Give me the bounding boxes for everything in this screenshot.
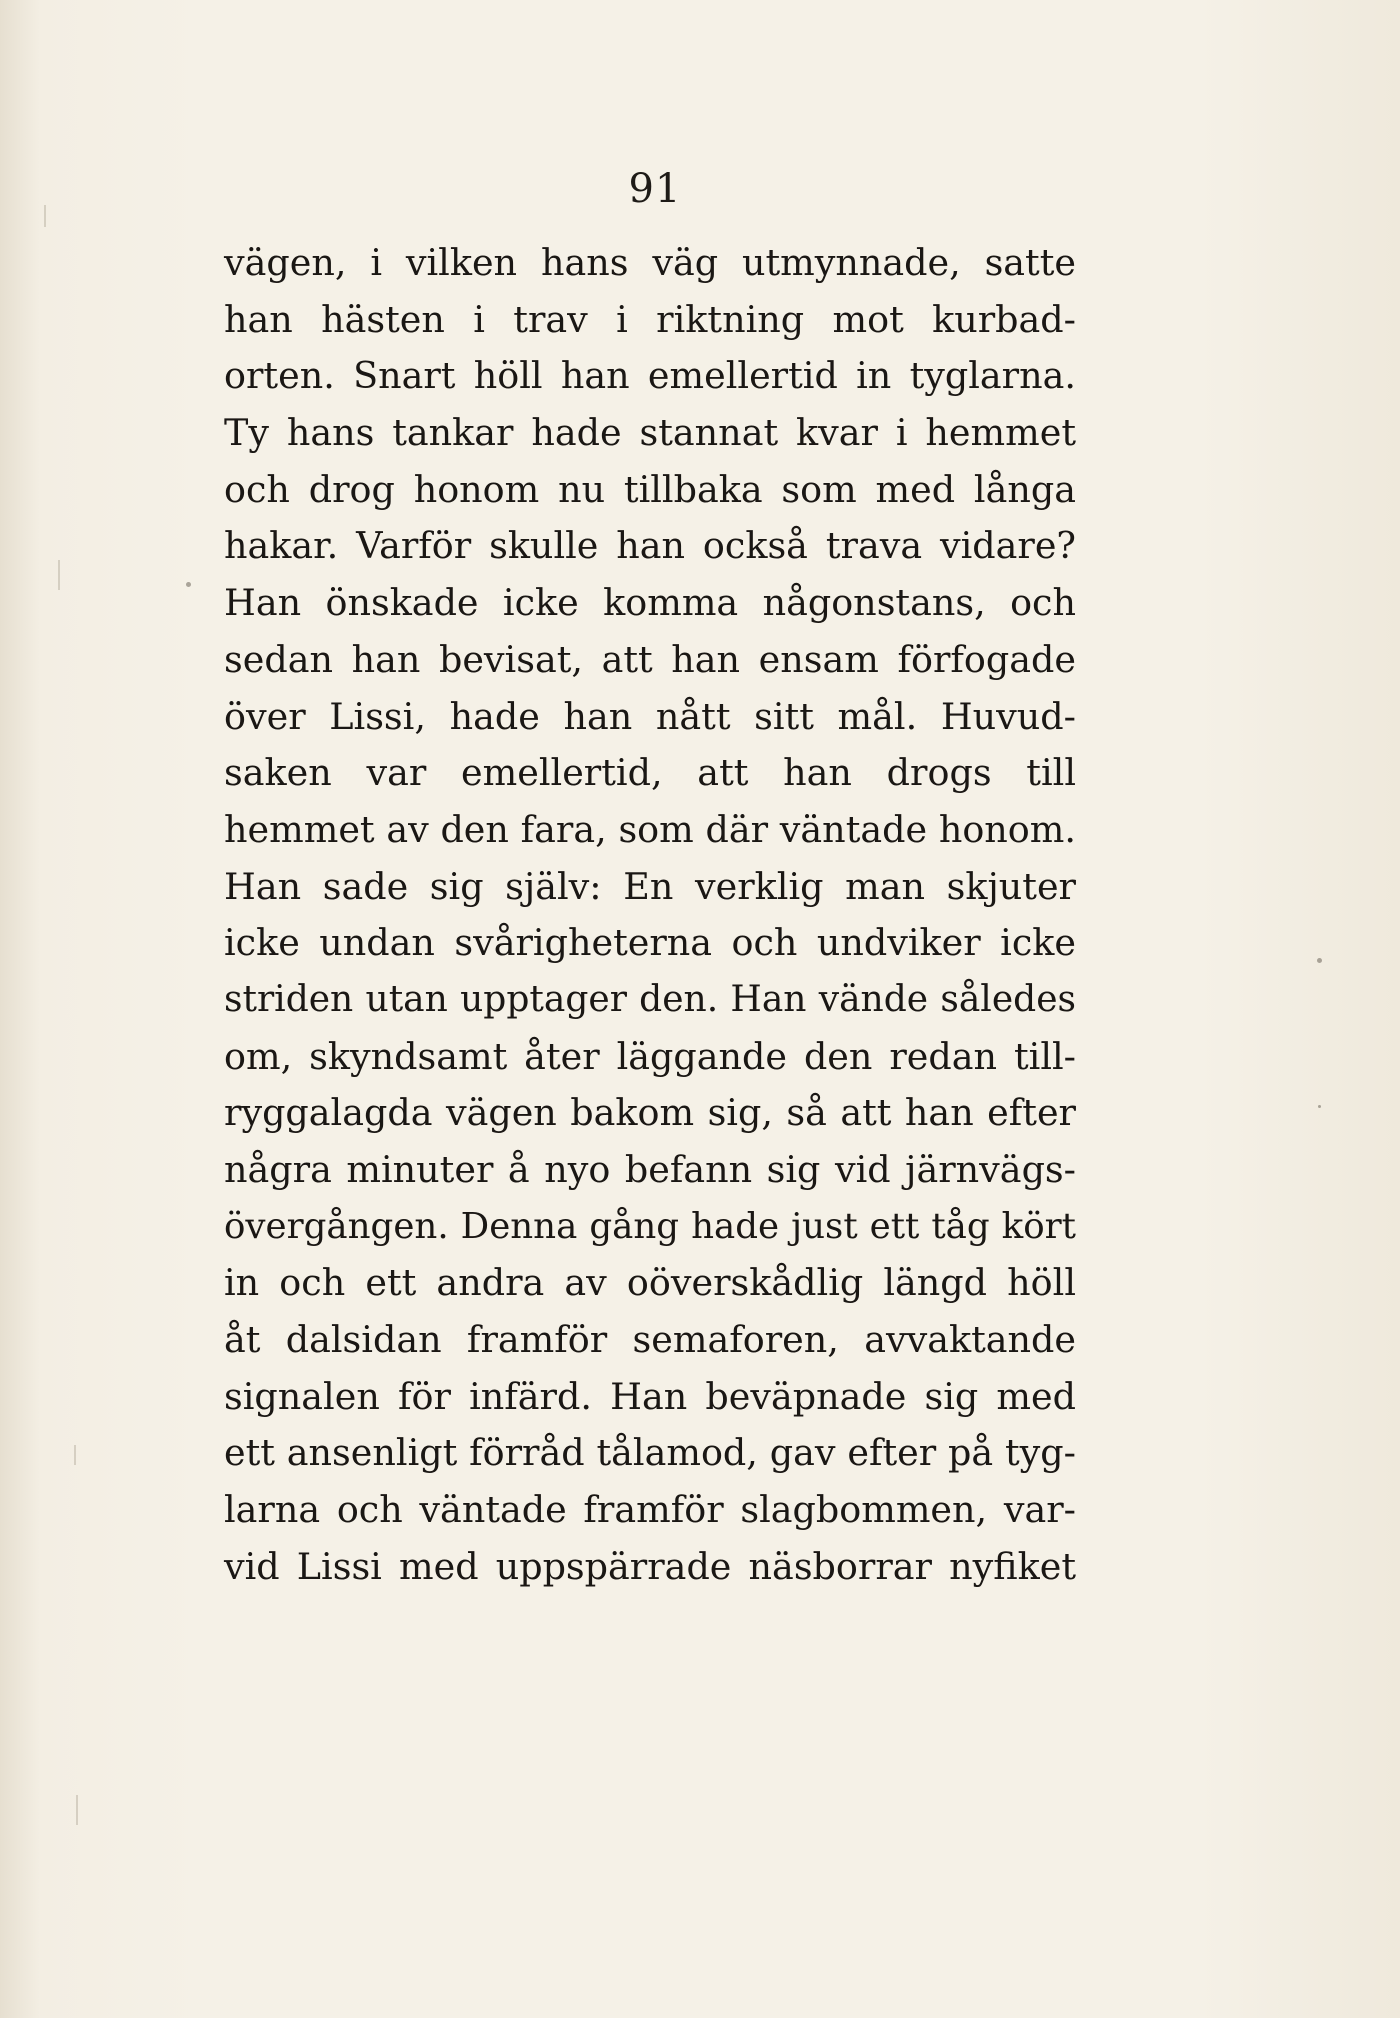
text-line: Han sade sig själv: En verklig man skjuter xyxy=(224,864,1076,908)
text-line: larna och väntade framför slagbommen, var- xyxy=(224,1488,1076,1532)
gutter-mark xyxy=(58,560,60,590)
text-line: om, skyndsamt åter läggande den redan till- xyxy=(224,1034,1076,1078)
text-line: saken var emellertid, att han drogs till xyxy=(224,751,1076,795)
text-line: åt dalsidan framför semaforen, avvaktande xyxy=(224,1318,1076,1362)
text-line: övergången. Denna gång hade just ett tåg kört xyxy=(224,1205,1076,1247)
text-line: striden utan upptager den. Han vände således xyxy=(224,978,1076,1020)
text-line: Ty hans tankar hade stannat kvar i hemmet xyxy=(224,411,1076,455)
text-line: han hästen i trav i riktning mot kurbad- xyxy=(224,297,1076,341)
text-line: vägen, i vilken hans väg utmynnade, satte xyxy=(224,241,1076,284)
body-text xyxy=(224,235,1076,1596)
text-line: över Lissi, hade han nått sitt mål. Huvud- xyxy=(224,694,1076,738)
text-line: sedan han bevisat, att han ensam förfogade xyxy=(224,637,1076,681)
text-line: orten. Snart höll han emellertid in tyglarna. xyxy=(224,354,1076,398)
paper-speck xyxy=(1318,1105,1321,1108)
text-line: hakar. Varför skulle han också trava vidare? xyxy=(224,524,1076,568)
paper-speck xyxy=(1317,958,1322,963)
text-line: signalen för infärd. Han beväpnade sig med xyxy=(224,1374,1076,1418)
gutter-mark xyxy=(74,1445,76,1465)
text-line: ryggalagda vägen bakom sig, så att han efter xyxy=(224,1091,1076,1135)
text-line: Han önskade icke komma någonstans, och xyxy=(224,581,1076,625)
text-line: icke undan svårigheterna och undviker icke xyxy=(224,921,1076,965)
text-line: några minuter å nyo befann sig vid järnvägs- xyxy=(224,1148,1076,1191)
gutter-mark xyxy=(76,1795,78,1825)
text-line: hemmet av den fara, som där väntade honom. xyxy=(224,807,1076,851)
text-line: ett ansenligt förråd tålamod, gav efter på tyg- xyxy=(224,1431,1076,1475)
page-number: 91 xyxy=(628,166,682,212)
text-line: vid Lissi med uppspärrade näsborrar nyfiket xyxy=(224,1544,1076,1588)
text-line: och drog honom nu tillbaka som med långa xyxy=(224,467,1076,511)
paper-speck xyxy=(186,582,191,587)
text-line: in och ett andra av oöverskådlig längd höll xyxy=(224,1261,1076,1305)
